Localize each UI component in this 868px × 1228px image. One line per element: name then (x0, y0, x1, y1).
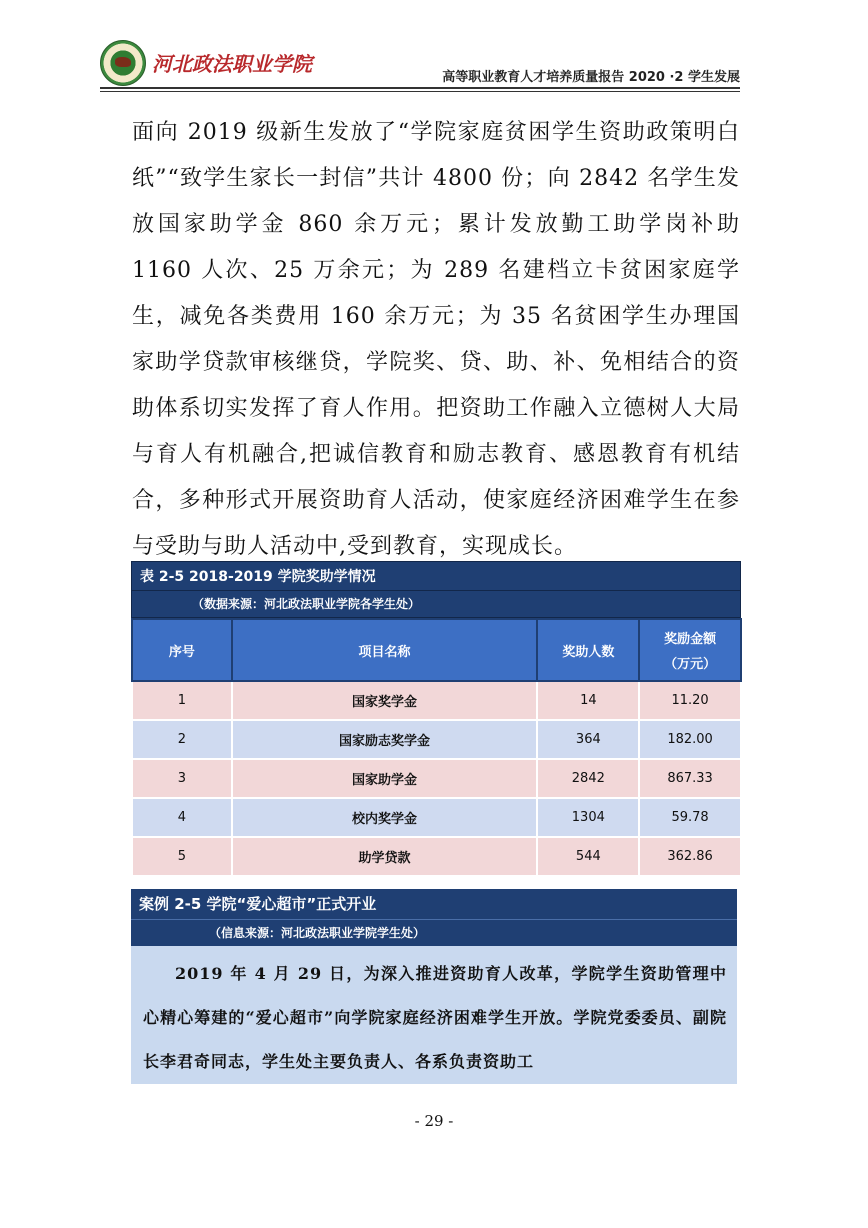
case-source: （信息来源：河北政法职业学院学生处） (131, 919, 737, 946)
header-name: 项目名称 (232, 619, 538, 681)
row-count: 544 (537, 837, 639, 876)
page-number: - 29 - (414, 1112, 454, 1130)
table-row (132, 759, 741, 798)
row-name: 国家奖学金 (232, 681, 538, 720)
row-count: 14 (537, 681, 639, 720)
header-divider-thin (100, 91, 740, 92)
row-no: 3 (132, 759, 232, 798)
table-header-row (132, 619, 741, 681)
row-name: 助学贷款 (232, 837, 538, 876)
body-paragraph: 面向 2019 级新生发放了“学院家庭贫困学生资助政策明白纸”“致学生家长一封信”共计 4800 份；向 2842 名学生发放国家助学金 860 余万元；累计发放勤工助学岗补助 1160 人次、25 万余元；为 289 名建档立卡贫困家庭学生，减免各类费用 160 余万元；为 35 名贫困学生办理国家助学贷款审核继贷，学院奖、贷、助、补、免相结合的资助体系切实发挥了育人作用。把资助工作融入立德树人大局与育人有机融合,把诚信教育和励志教育、感恩教育有机结合，多种形式开展资助育人活动，使家庭经济困难学生在参与受助与助人活动中,受到教育，实现成长。 (132, 120, 740, 559)
row-amount: 11.20 (639, 681, 741, 720)
case-body: 2019 年 4 月 29 日，为深入推进资助育人改革，学院学生资助管理中心精心筹建的“爱心超市”向学院家庭经济困难学生开放。学院党委委员、副院长李君奇同志，学生处主要负责人、各系负责资助工 (131, 946, 737, 1084)
award-table (131, 618, 742, 877)
header-amount-unit: （万元） (664, 657, 717, 672)
row-amount: 182.00 (639, 720, 741, 759)
case-title: 案例 2-5 学院“爱心超市”正式开业 (131, 889, 737, 919)
header-title: 高等职业教育人才培养质量报告 2020 ·2 学生发展 (442, 70, 740, 85)
row-count: 364 (537, 720, 639, 759)
row-amount: 362.86 (639, 837, 741, 876)
header-no: 序号 (132, 619, 232, 681)
row-name: 国家励志奖学金 (232, 720, 538, 759)
row-no: 4 (132, 798, 232, 837)
college-name-logo: 河北政法职业学院 (152, 52, 312, 76)
row-amount: 59.78 (639, 798, 741, 837)
row-name: 国家助学金 (232, 759, 538, 798)
row-no: 2 (132, 720, 232, 759)
row-count: 2842 (537, 759, 639, 798)
row-name: 校内奖学金 (232, 798, 538, 837)
table-row (132, 720, 741, 759)
header-amount-label: 奖励金额 (664, 632, 717, 647)
page-header (100, 40, 740, 88)
table-title: 表 2-5 2018-2019 学院奖助学情况 (131, 561, 741, 591)
college-seal-logo (100, 40, 146, 86)
row-count: 1304 (537, 798, 639, 837)
row-no: 1 (132, 681, 232, 720)
header-count: 奖助人数 (537, 619, 639, 681)
row-amount: 867.33 (639, 759, 741, 798)
header-divider (100, 87, 740, 89)
table-row (132, 681, 741, 720)
table-source: （数据来源：河北政法职业学院各学生处） (131, 591, 741, 618)
header-amount (639, 619, 741, 681)
row-no: 5 (132, 837, 232, 876)
table-row (132, 798, 741, 837)
table-row (132, 837, 741, 876)
